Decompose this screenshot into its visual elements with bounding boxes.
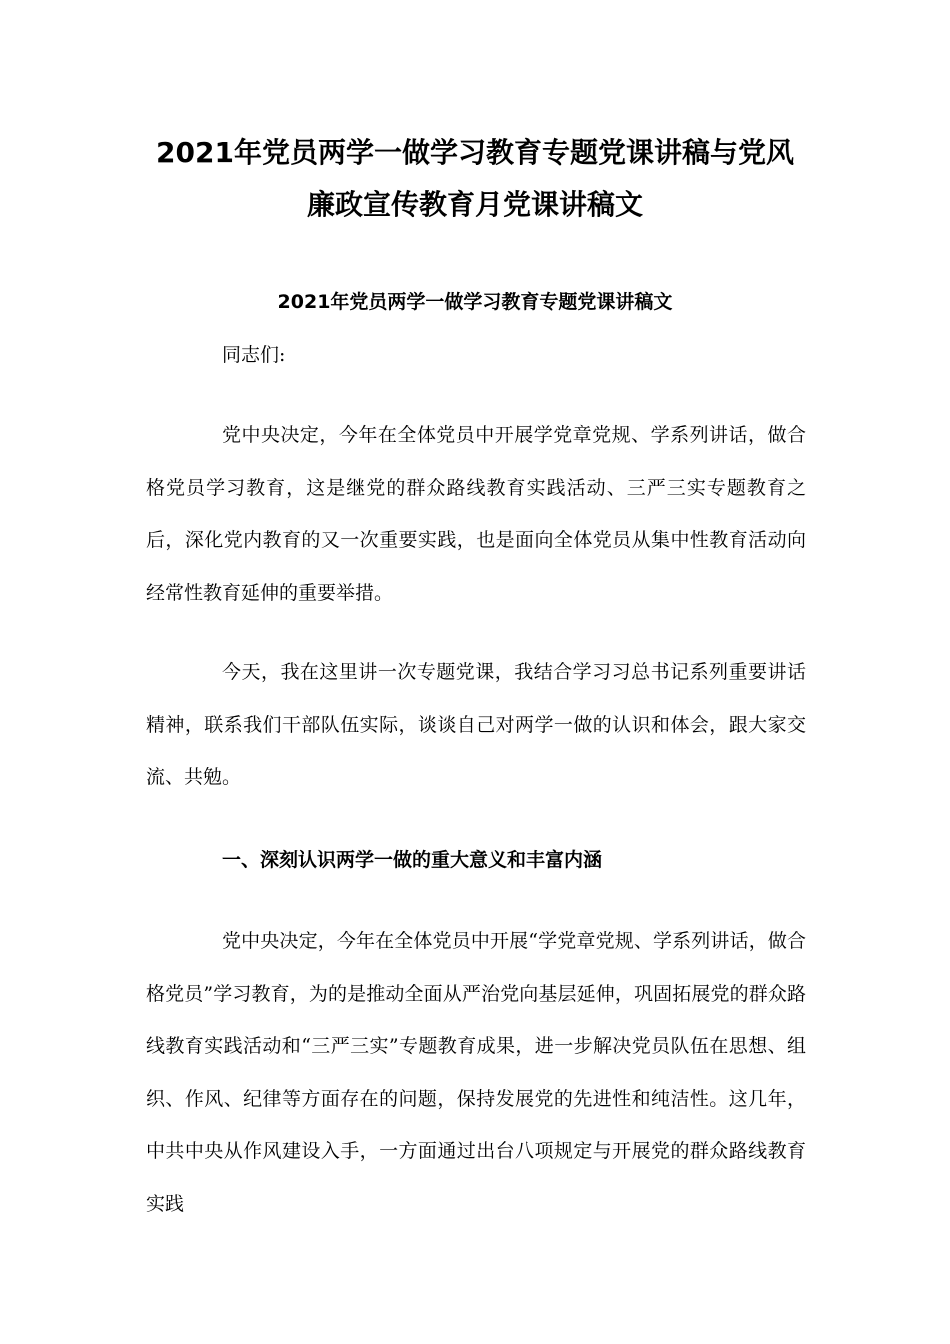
salutation: 同志们: [222,344,286,366]
body-paragraph-2: 今天，我在这里讲一次专题党课，我结合学习习总书记系列重要讲话精神，联系我们干部队伍实际，谈谈自己对两学一做的认识和体会，跟大家交流、共勉。 [146,661,806,788]
section-heading-1: 一、深刻认识两学一做的重大意义和丰富内涵 [222,849,603,871]
document-title-line-1: 2021年党员两学一做学习教育专题党课讲稿与党风 [156,136,794,169]
document-title-line-2: 廉政宣传教育月党课讲稿文 [306,188,643,221]
body-paragraph-1: 党中央决定，今年在全体党员中开展学党章党规、学系列讲话，做合格党员学习教育，这是继党的群众路线教育实践活动、三严三实专题教育之后，深化党内教育的又一次重要实践，也是面向全体党员从集中性教育活动向经常性教育延伸的重要举措。 [146,424,806,604]
body-paragraph-3: 党中央决定，今年在全体党员中开展“学党章党规、学系列讲话，做合格党员”学习教育，为的是推动全面从严治党向基层延伸，巩固拓展党的群众路线教育实践活动和“三严三实”专题教育成果，进一步解决党员队伍在思想、组织、作风、纪律等方面存在的问题，保持发展党的先进性和纯洁性。这几年，中共中央从作风建设入手，一方面通过出台八项规定与开展党的群众路线教育实践 [146,930,806,1215]
speech-subtitle: 2021年党员两学一做学习教育专题党课讲稿文 [277,291,673,313]
